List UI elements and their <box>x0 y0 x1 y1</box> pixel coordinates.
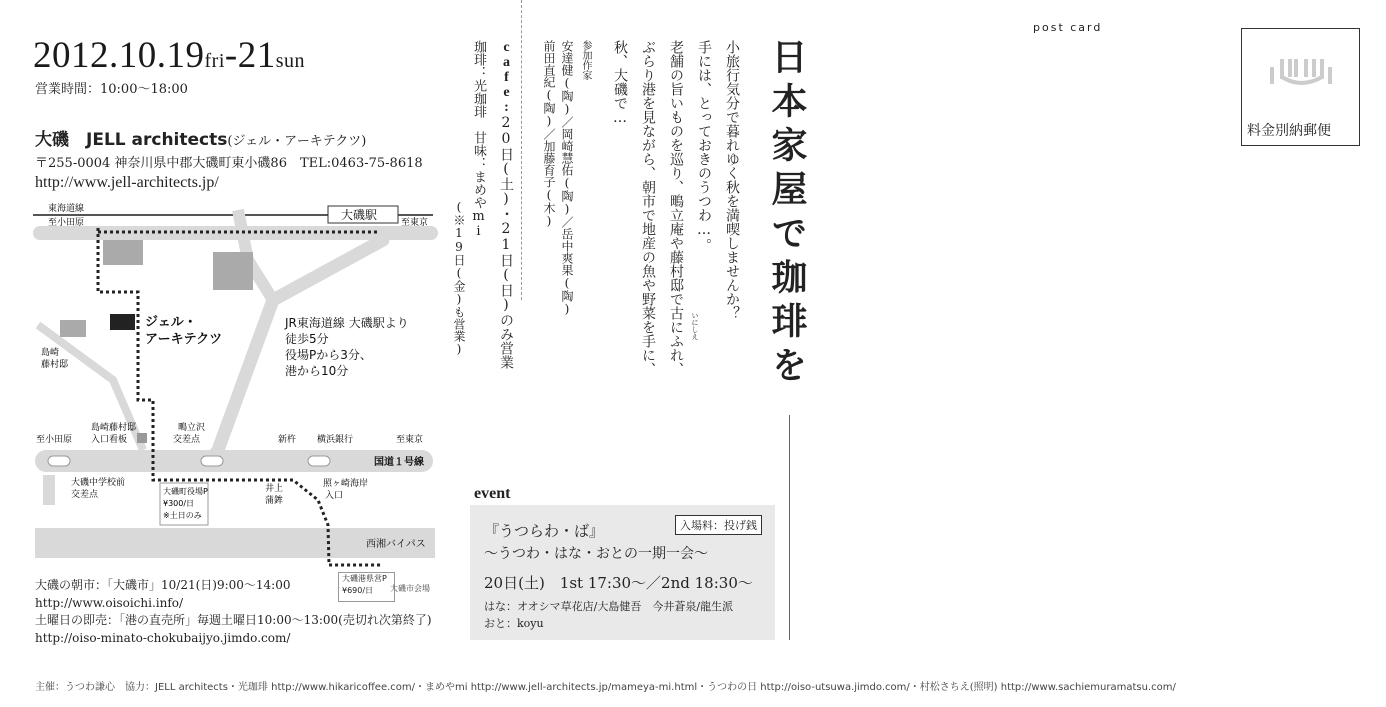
map-label-shigitatsu-1: 鴫立沢 <box>178 423 206 433</box>
map-label-sign-2: 入口看板 <box>91 435 128 445</box>
map-label-parking-1: 大磯町役場P <box>163 487 208 496</box>
port-parking-2: ¥690/日 <box>342 586 374 595</box>
map-label-bank: 横浜銀行 <box>317 435 354 445</box>
day-fri: fri <box>204 50 225 72</box>
market-line-1: 大磯の朝市：「大磯市」10/21(日)9:00～14:00 <box>35 578 291 592</box>
map-label-tokyo-top: 至東京 <box>401 218 429 228</box>
map-label-shingeta: 新杵 <box>278 435 297 445</box>
cafe-info <box>496 40 516 369</box>
map-label-shigitatsu-2: 交差点 <box>173 435 201 445</box>
date-end: -21 <box>224 35 276 76</box>
cafe-note: (※19日(金)も営業) <box>452 200 466 356</box>
map-label-tokaido: 東海道線 <box>48 204 85 214</box>
venue-address: 〒255-0004 神奈川県中郡大磯町東小磯86 TEL:0463-75-8618 <box>35 156 423 171</box>
map-label-parking-3: ※土日のみ <box>163 511 202 520</box>
cafe-label: cafe: <box>499 40 514 115</box>
artists-line-1: 安達健(陶)／岡崎慧佑(陶)／岳中爽果(陶) <box>560 40 574 316</box>
map-label-jell-1: ジェル・ <box>145 315 197 330</box>
map-access-4: 港から10分 <box>285 364 349 378</box>
postal-mark-icon <box>1242 29 1359 109</box>
signal-3 <box>308 456 330 466</box>
building-3 <box>60 320 86 337</box>
artists <box>540 40 594 316</box>
event-flowers: はな：オオシマ草花店/大島健吾 今井蒼泉/龍生派 <box>484 600 734 613</box>
cafe-coffee: 珈琲：光珈琲 甘味：まめやmi <box>471 40 486 239</box>
map-label-shimazaki-1: 島崎 <box>41 348 60 358</box>
dashed-divider <box>521 0 522 300</box>
venue-kana: (ジェル・アーキテクツ) <box>227 134 367 149</box>
artists-label: 参加作家 <box>580 40 591 80</box>
port-parking-1: 大磯港県営P <box>342 574 387 583</box>
map-label-sign-1: 島崎藤村邸 <box>91 423 137 433</box>
event-sound: おと：koyu <box>484 617 544 630</box>
intro-line-2: ぶらり港を見ながら、朝市で地産の魚や野菜を手に、 <box>640 40 656 376</box>
intro-line-3: 老舗の旨いものを巡り、鴫立庵や藤村邸で古にふれ、 <box>668 40 684 376</box>
map-label-inoue-1: 井上 <box>265 484 284 494</box>
map-label-odawara-top: 至小田原 <box>48 218 85 228</box>
intro-line-1: 秋、大磯で… <box>612 40 628 126</box>
jell-building <box>110 314 135 330</box>
map-label-odawara-bottom: 至小田原 <box>36 435 73 445</box>
main-title: 日本家屋で珈琲を <box>766 38 808 390</box>
signal-1 <box>48 456 70 466</box>
market-url-2: http://oiso-minato-chokubaijyo.jimdo.com/ <box>35 630 291 645</box>
map-label-shimazaki-2: 藤村邸 <box>41 360 69 370</box>
map-label-inoue-2: 蒲鉾 <box>265 496 284 506</box>
postcard-label: post card <box>1033 21 1103 34</box>
credits-footer: 主催：うつわ謙心 協力：JELL architects・光珈琲 http://www.hikaricoffee.com/・まめやmi http://www.jell-architects.jp/mameya-mi.html・うつわの日 http://oiso-utsuwa.jimdo.com/・村松さちえ(照明) http://www.sachiemuramatsu.com/ <box>35 682 1176 693</box>
map-access-3: 役場Pから3分、 <box>285 348 372 362</box>
map-label-jell-2: アーキテクツ <box>145 332 223 347</box>
event-dates <box>33 34 305 77</box>
road-south <box>43 475 55 505</box>
signal-2 <box>201 456 223 466</box>
day-sun: sun <box>275 50 306 72</box>
event-label: event <box>474 485 511 502</box>
market-venue: 大磯市会場 <box>390 584 430 593</box>
event-fee: 入場料：投げ銭 <box>675 515 762 535</box>
venue-title: 大磯 JELL architects <box>35 130 228 150</box>
market-url-1: http://www.oisoichi.info/ <box>35 595 184 610</box>
postage-label: 料金別納郵便 <box>1247 123 1331 139</box>
map-label-terugasaki-2: 入口 <box>325 491 344 501</box>
vertical-rule <box>789 415 790 640</box>
map-label-route1: 国道１号線 <box>374 457 424 468</box>
map-label-tokyo-bottom: 至東京 <box>396 435 424 445</box>
signpost <box>137 433 147 443</box>
venue-name <box>35 125 366 150</box>
map-label-terugasaki-1: 照ヶ崎海岸 <box>323 479 369 489</box>
map-access-1: JR東海道線 大磯駅より <box>285 316 409 330</box>
map-label-school-2: 交差点 <box>71 490 99 500</box>
building-2 <box>213 252 253 290</box>
map-label-school-1: 大磯中学校前 <box>71 478 126 488</box>
date-start: 2012.10.19 <box>33 35 205 76</box>
cafe-days: 20日(土)・21日(日)のみ営業 <box>498 115 514 369</box>
intro-text <box>606 40 746 376</box>
market-line-2: 土曜日の即売：「港の直売所」毎週土曜日10:00～13:00(売切れ次第終了) <box>35 613 432 627</box>
event-time: 20日(土) 1st 17:30～／2nd 18:30～ <box>484 574 753 592</box>
access-map <box>33 200 438 580</box>
event-people <box>484 598 733 632</box>
building-1 <box>103 240 143 265</box>
map-label-parking-2: ¥300/日 <box>163 499 195 508</box>
map-label-bypass: 西湘バイパス <box>366 539 426 550</box>
artists-line-2: 前田直紀(陶)／加藤育子(木) <box>542 40 556 228</box>
event-subtitle: ～うつわ・はな・おとの一期一会～ <box>484 546 708 562</box>
map-access-2: 徒歩5分 <box>285 332 329 346</box>
ruby-inishie: いにしえ <box>691 312 699 340</box>
market-info <box>35 577 432 647</box>
map-label-station: 大磯駅 <box>341 208 378 222</box>
event-title: 『うつらわ・ば』 <box>484 522 605 540</box>
opening-hours: 営業時間：10:00～18:00 <box>35 82 188 97</box>
intro-line-4: 手には、とっておきのうつわ…。 <box>696 40 712 252</box>
intro-line-5: 小旅行気分で暮れゆく秋を満喫しませんか？ <box>724 40 740 320</box>
venue-url: http://www.jell-architects.jp/ <box>35 174 219 191</box>
